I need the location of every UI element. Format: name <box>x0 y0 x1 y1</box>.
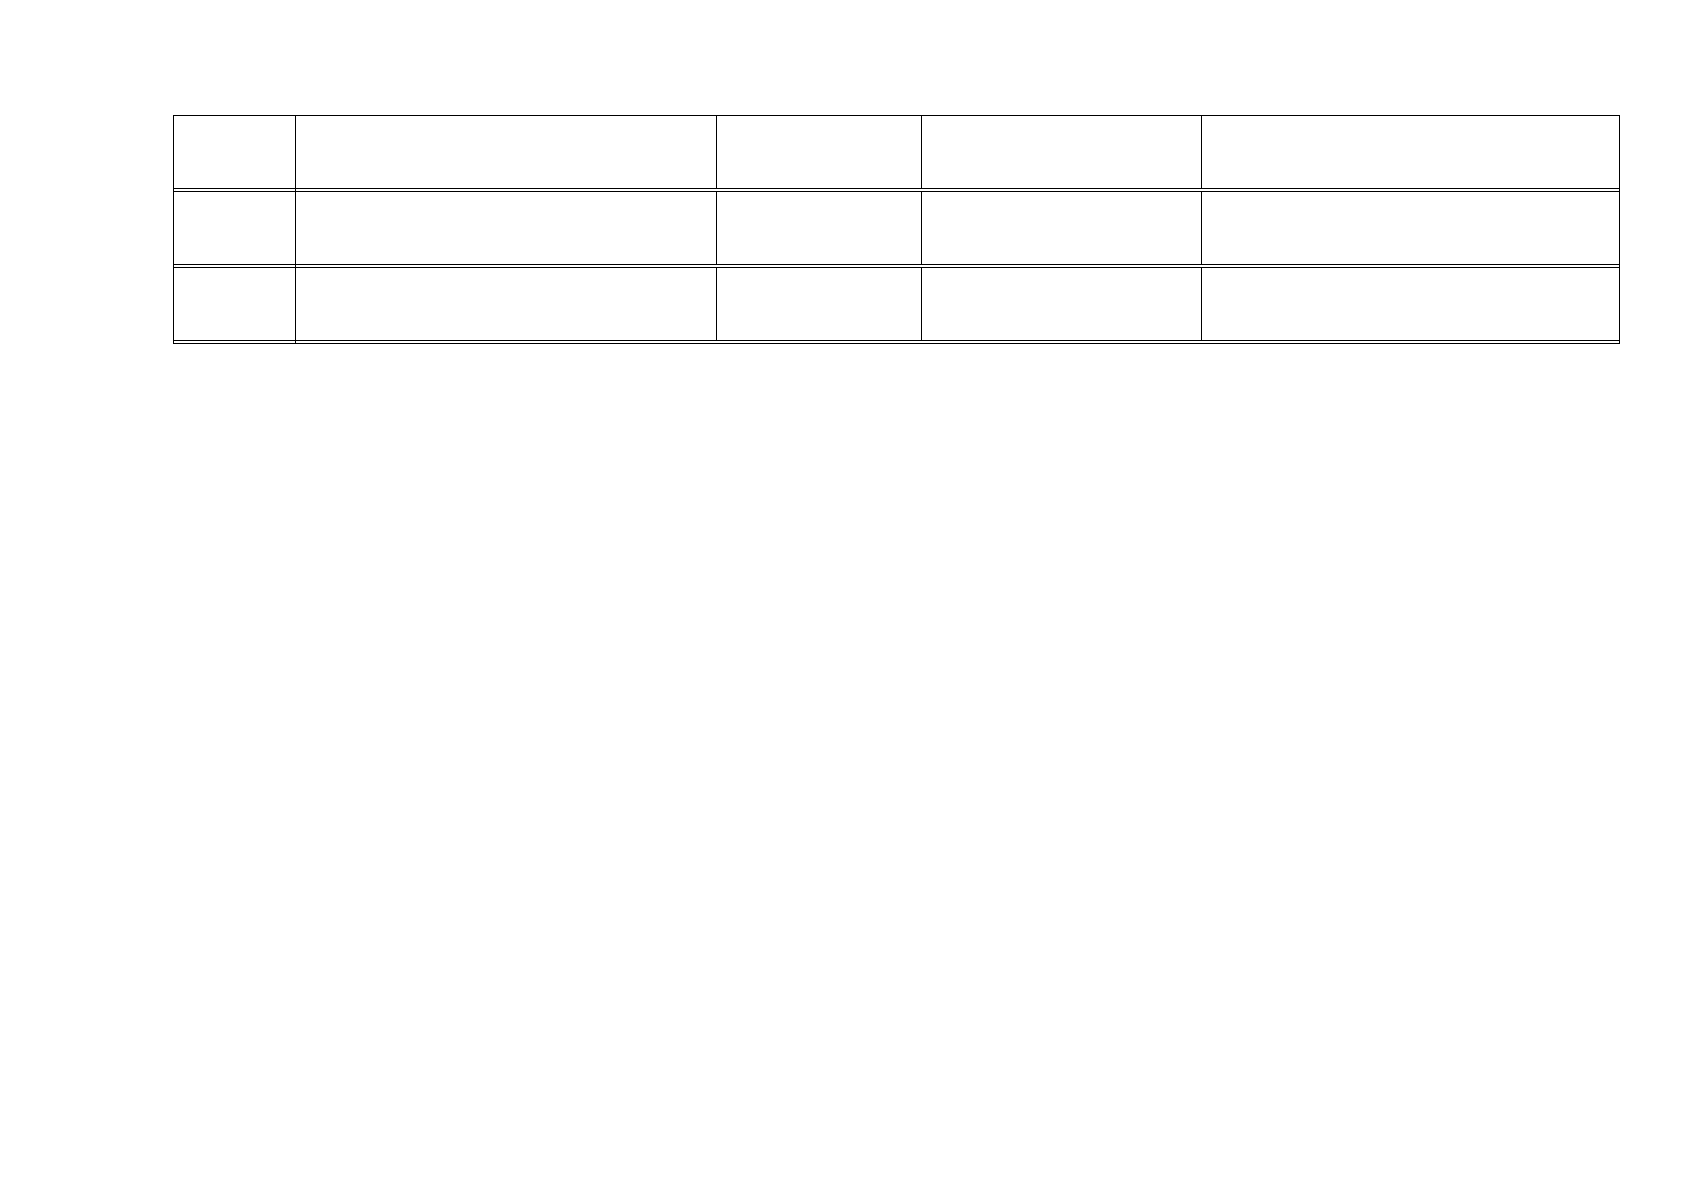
row-number-cell <box>174 116 296 189</box>
row-number-cell <box>174 268 296 341</box>
unit-cell <box>717 192 922 265</box>
row-number-cell <box>174 341 296 344</box>
unit-cell <box>717 116 922 189</box>
tariff-row <box>174 192 1620 265</box>
tariff-value-2-cell <box>1202 192 1620 265</box>
tariff-value-1-cell <box>922 116 1202 189</box>
tariff-table <box>173 115 1620 344</box>
tariff-value-1-cell <box>922 192 1202 265</box>
tariff-row <box>174 116 1620 189</box>
tariff-value-1-cell <box>922 268 1202 341</box>
tariff-name-cell <box>296 116 717 189</box>
tariff-value-2-cell <box>1202 268 1620 341</box>
category-description-cell <box>296 341 1620 344</box>
tariff-name-cell <box>296 192 717 265</box>
tariff-value-2-cell <box>1202 116 1620 189</box>
tariff-name-cell <box>296 268 717 341</box>
tariff-row <box>174 268 1620 341</box>
unit-cell <box>717 268 922 341</box>
row-number-cell <box>174 192 296 265</box>
category-row <box>174 341 1620 344</box>
